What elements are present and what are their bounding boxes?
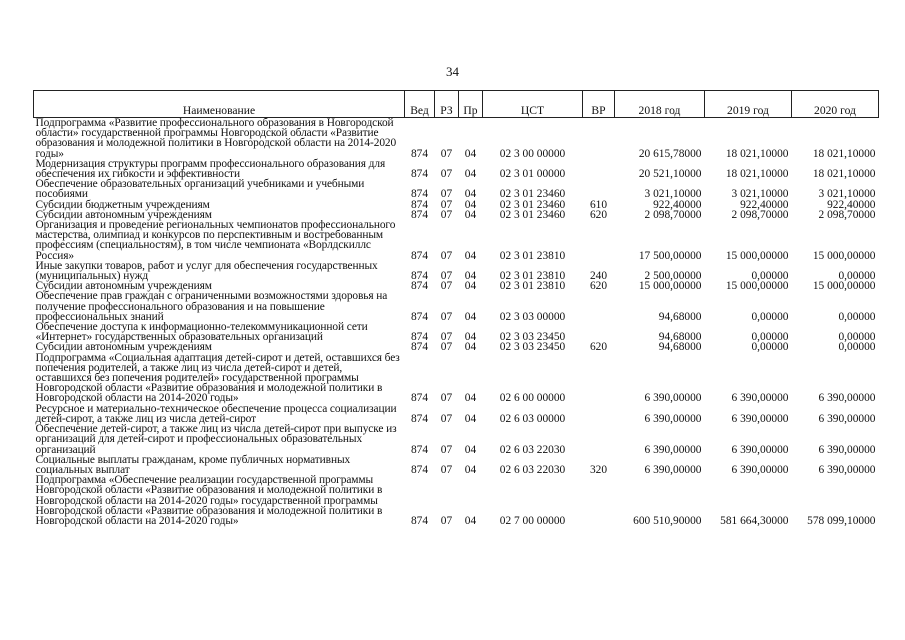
- row-name: Организация и проведение региональных чемпионатов профессионального мастерства, олимпиад и конкурсов по перспективным и востребованным профессиям (специальностям), в том числе чемпионата «Ворлдскиллс Россия»: [35, 219, 396, 262]
- row-rz: 07: [440, 443, 453, 456]
- row-rz: 07: [440, 331, 453, 344]
- row-2020: 15 000,00000: [812, 249, 876, 262]
- row-2018: 6 390,00000: [644, 412, 702, 425]
- col-header-vr: ВР: [583, 91, 615, 118]
- row-ved: 874: [410, 412, 429, 425]
- table-row: [34, 353, 879, 404]
- row-cst: 02 6 03 22030: [499, 443, 566, 456]
- row-vr: [583, 291, 615, 322]
- row-rz: 07: [440, 270, 453, 283]
- row-2019: 15 000,00000: [725, 249, 789, 262]
- col-header-name: Наименование: [34, 91, 405, 118]
- col-header-pr: Пр: [459, 91, 483, 118]
- row-vr: [583, 220, 615, 261]
- row-pr: 04: [464, 341, 477, 354]
- row-name: Подпрограмма «Обеспечение реализации государственной программы Новгородской области «Развитие образования и молодежной политики в Новгородской области на 2014-2020 годы» государственной программы Новгородской области «Развитие образования и молодежной политики в Новгородской области на 2014-2020 годы»: [35, 474, 383, 527]
- row-vr: [583, 159, 615, 179]
- row-cst: 02 3 01 23810: [499, 249, 566, 262]
- row-pr: 04: [464, 168, 477, 181]
- row-rz: 07: [440, 463, 453, 476]
- col-header-cst: ЦСТ: [483, 91, 583, 118]
- col-header-rz: РЗ: [435, 91, 459, 118]
- row-ved: 874: [410, 463, 429, 476]
- table-row: [34, 322, 879, 342]
- row-pr: 04: [464, 188, 477, 201]
- row-pr: 04: [464, 249, 477, 262]
- row-2018: 922,40000: [653, 198, 702, 211]
- row-2018: 6 390,00000: [644, 392, 702, 405]
- row-2020: 922,40000: [827, 198, 876, 211]
- row-name: Иные закупки товаров, работ и услуг для обеспечения государственных (муниципальных) нужд: [35, 259, 378, 283]
- table-row: [34, 261, 879, 281]
- row-2019: 18 021,10000: [725, 168, 789, 181]
- row-ved: 874: [410, 188, 429, 201]
- row-2020: 2 098,70000: [818, 208, 876, 221]
- row-cst: 02 3 01 23460: [499, 198, 566, 211]
- row-ved: 874: [410, 270, 429, 283]
- row-name: Подпрограмма «Развитие профессионального образования в Новгородской области» государственной программы Новгородской области «Развитие образования и молодежной политики в Новгородской области на 2014-2020 годы»: [35, 117, 397, 160]
- row-name: Обеспечение прав граждан с ограниченными возможностями здоровья на получение профессионального образования и на повышение профессиональных знаний: [35, 290, 388, 323]
- table-row: [34, 179, 879, 199]
- row-vr: [583, 118, 615, 159]
- row-name: Обеспечение детей-сирот, а также лиц из числа детей-сирот при выпуске из организаций для детей-сирот и профессиональных образовательных организаций: [35, 423, 397, 456]
- row-2018: 94,68000: [658, 341, 702, 354]
- row-2019: 922,40000: [740, 198, 789, 211]
- row-vr: 320: [589, 463, 608, 476]
- row-name: Модернизация структуры программ профессионального образования для обеспечения их гибкости и эффективности: [35, 157, 386, 181]
- row-cst: 02 6 03 00000: [499, 412, 566, 425]
- table-row: [34, 475, 879, 526]
- row-ved: 874: [410, 208, 429, 221]
- row-2019: 0,00000: [751, 331, 789, 344]
- row-rz: 07: [440, 514, 453, 527]
- row-ved: 874: [410, 514, 429, 527]
- col-header-ved: Вед: [405, 91, 435, 118]
- row-cst: 02 3 00 00000: [499, 147, 566, 160]
- row-2020: 578 099,10000: [807, 514, 876, 527]
- row-2019: 0,00000: [751, 310, 789, 323]
- row-pr: 04: [464, 412, 477, 425]
- row-2018: 6 390,00000: [644, 463, 702, 476]
- row-vr: 620: [589, 341, 608, 354]
- row-pr: 04: [464, 208, 477, 221]
- row-vr: [583, 404, 615, 424]
- row-2020: 6 390,00000: [818, 443, 876, 456]
- row-2020: 6 390,00000: [818, 392, 876, 405]
- row-2019: 6 390,00000: [731, 412, 789, 425]
- row-pr: 04: [464, 198, 477, 211]
- row-ved: 874: [410, 341, 429, 354]
- row-vr: [583, 424, 615, 455]
- row-ved: 874: [410, 443, 429, 456]
- row-2018: 17 500,00000: [638, 249, 702, 262]
- row-ved: 874: [410, 168, 429, 181]
- row-cst: 02 3 01 23810: [499, 270, 566, 283]
- row-vr: [583, 179, 615, 199]
- row-cst: 02 3 01 23460: [499, 208, 566, 221]
- table-body: [34, 118, 879, 527]
- col-header-2020: 2020 год: [792, 91, 879, 118]
- row-ved: 874: [410, 249, 429, 262]
- row-ved: 874: [410, 147, 429, 160]
- row-rz: 07: [440, 392, 453, 405]
- row-cst: 02 3 01 23460: [499, 188, 566, 201]
- row-2019: 6 390,00000: [731, 392, 789, 405]
- row-2018: 94,68000: [658, 331, 702, 344]
- row-2019: 0,00000: [751, 270, 789, 283]
- row-pr: 04: [464, 392, 477, 405]
- row-ved: 874: [410, 331, 429, 344]
- row-pr: 04: [464, 280, 477, 293]
- row-2019: 6 390,00000: [731, 463, 789, 476]
- row-ved: 874: [410, 280, 429, 293]
- row-rz: 07: [440, 280, 453, 293]
- row-vr: [583, 353, 615, 404]
- table-row: [34, 220, 879, 261]
- row-2020: 0,00000: [838, 270, 876, 283]
- row-vr: 620: [589, 280, 608, 293]
- row-2019: 581 664,30000: [720, 514, 789, 527]
- row-pr: 04: [464, 463, 477, 476]
- row-ved: 874: [410, 310, 429, 323]
- row-rz: 07: [440, 341, 453, 354]
- row-rz: 07: [440, 198, 453, 211]
- row-name: Субсидии автономным учреждениям: [35, 341, 212, 354]
- row-name: Субсидии автономным учреждениям: [35, 208, 212, 221]
- row-2020: 15 000,00000: [812, 280, 876, 293]
- row-2019: 3 021,10000: [731, 188, 789, 201]
- row-pr: 04: [464, 147, 477, 160]
- table-row: [34, 424, 879, 455]
- row-vr: 610: [589, 198, 608, 211]
- row-cst: 02 6 00 00000: [499, 392, 566, 405]
- row-name: Социальные выплаты гражданам, кроме публичных нормативных социальных выплат: [35, 453, 351, 476]
- row-2020: 6 390,00000: [818, 463, 876, 476]
- row-rz: 07: [440, 310, 453, 323]
- row-vr: [583, 322, 615, 342]
- row-pr: 04: [464, 270, 477, 283]
- row-pr: 04: [464, 443, 477, 456]
- row-rz: 07: [440, 147, 453, 160]
- row-cst: 02 3 03 23450: [499, 341, 566, 354]
- page-number: 34: [446, 64, 459, 79]
- table-row: [34, 455, 879, 475]
- row-rz: 07: [440, 412, 453, 425]
- row-2018: 600 510,90000: [633, 514, 702, 527]
- row-2020: 18 021,10000: [812, 168, 876, 181]
- row-rz: 07: [440, 249, 453, 262]
- table-header-row: [34, 91, 879, 118]
- row-cst: 02 7 00 00000: [499, 514, 566, 527]
- row-2020: 0,00000: [838, 341, 876, 354]
- row-rz: 07: [440, 188, 453, 201]
- col-header-2018: 2018 год: [615, 91, 705, 118]
- row-2020: 3 021,10000: [818, 188, 876, 201]
- row-pr: 04: [464, 310, 477, 323]
- table-row: [34, 159, 879, 179]
- row-2020: 0,00000: [838, 310, 876, 323]
- table-row: [34, 404, 879, 424]
- row-vr: 240: [589, 270, 608, 283]
- row-name: Подпрограмма «Социальная адаптация детей-сирот и детей, оставшихся без попечения родителей, а также лиц из числа детей-сирот и детей, оставшихся без попечения родителей» государственной программы Новгородской области «Развитие образования и молодежной политики в Новгородской области на 2014-2020 годы»: [35, 351, 400, 405]
- row-2018: 6 390,00000: [644, 443, 702, 456]
- row-2019: 2 098,70000: [731, 208, 789, 221]
- row-name: Ресурсное и материально-техническое обеспечение процесса социализации детей-сирот, а также лиц из числа детей-сирот: [35, 402, 397, 425]
- row-name: Обеспечение образовательных организаций учебниками и учебными пособиями: [35, 178, 365, 201]
- row-2019: 6 390,00000: [731, 443, 789, 456]
- row-pr: 04: [464, 331, 477, 344]
- row-2019: 15 000,00000: [725, 280, 789, 293]
- row-2018: 20 521,10000: [638, 168, 702, 181]
- row-2018: 3 021,10000: [644, 188, 702, 201]
- row-2019: 0,00000: [751, 341, 789, 354]
- row-ved: 874: [410, 198, 429, 211]
- row-2018: 94,68000: [658, 310, 702, 323]
- table-row: [34, 291, 879, 322]
- row-2018: 2 098,70000: [644, 208, 702, 221]
- row-cst: 02 6 03 22030: [499, 463, 566, 476]
- row-name: Субсидии бюджетным учреждениям: [35, 198, 210, 211]
- row-name: Обеспечение доступа к информационно-телекоммуникационной сети «Интернет» государственных образовательных организаций: [35, 321, 368, 344]
- row-cst: 02 3 03 00000: [499, 310, 566, 323]
- row-2018: 2 500,00000: [644, 270, 702, 283]
- row-2020: 6 390,00000: [818, 412, 876, 425]
- row-vr: [583, 475, 615, 526]
- row-pr: 04: [464, 514, 477, 527]
- row-name: Субсидии автономным учреждениям: [35, 280, 212, 293]
- row-cst: 02 3 01 00000: [499, 168, 566, 181]
- row-rz: 07: [440, 168, 453, 181]
- row-2018: 20 615,78000: [638, 147, 702, 160]
- row-vr: 620: [589, 208, 608, 221]
- row-rz: 07: [440, 208, 453, 221]
- row-2020: 18 021,10000: [812, 147, 876, 160]
- row-2019: 18 021,10000: [725, 147, 789, 160]
- row-cst: 02 3 03 23450: [499, 331, 566, 344]
- col-header-2019: 2019 год: [705, 91, 792, 118]
- budget-table: [33, 90, 879, 526]
- row-ved: 874: [410, 392, 429, 405]
- row-cst: 02 3 01 23810: [499, 280, 566, 293]
- row-2018: 15 000,00000: [638, 280, 702, 293]
- table-row: [34, 118, 879, 159]
- row-2020: 0,00000: [838, 331, 876, 344]
